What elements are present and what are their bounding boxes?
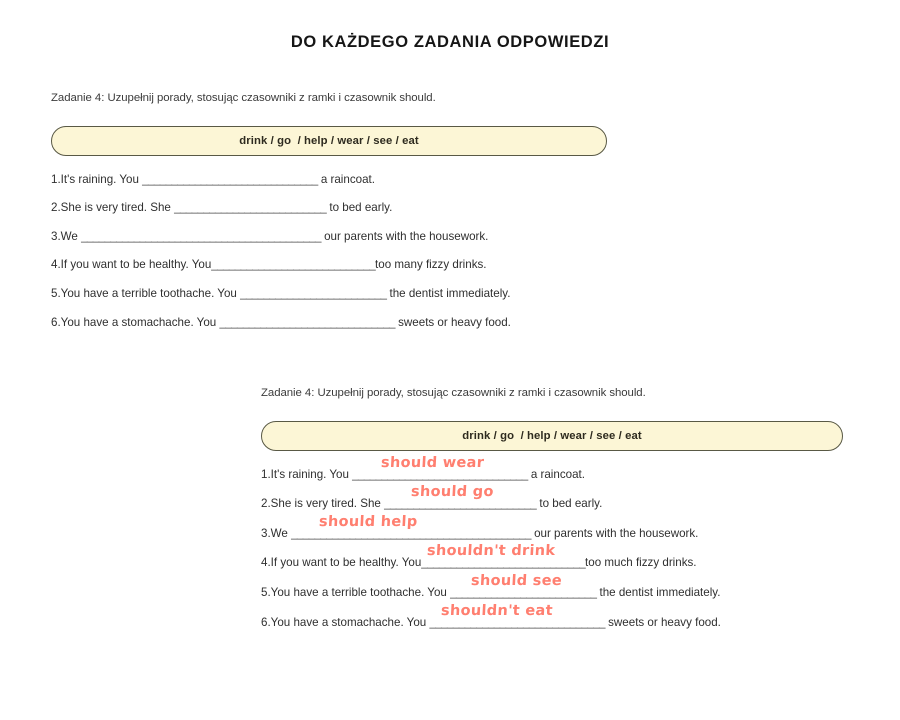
exercise-text-before: If you want to be healthy. You [60,258,212,272]
handwritten-answer: should see [470,573,563,590]
exercise-number: 4. [261,556,271,570]
handwritten-answer: should go [410,484,495,501]
word-bank-text: drink / go / help / wear / see / eat [239,134,419,147]
exercise-line [261,513,861,540]
exercise-text-after: the dentist immediately. [386,287,511,301]
exercise-line [261,543,861,570]
exercise-list [51,174,651,329]
exercise-text-after: a raincoat. [317,172,375,186]
exercise-text-before: We [60,229,82,243]
answer-blank[interactable]: __________________________ [174,201,327,215]
exercise-text-after: our parents with the housework. [320,229,489,243]
answer-blank[interactable]: _________________________ [450,586,597,600]
answer-blank[interactable]: ______________________________ [352,467,528,481]
exercise-text-after: our parents with the housework. [530,526,699,540]
exercise-list [261,454,861,629]
answer-blank[interactable]: _________________________ [240,287,387,301]
exercise-line [51,259,651,271]
exercise-number: 2. [51,201,61,215]
exercise-line [261,573,861,600]
answer-blank[interactable]: __________________________ [384,497,537,511]
answer-blank[interactable]: ______________________________ [219,315,395,329]
exercise-text-before: It's raining. You [270,467,353,481]
exercise-line [51,174,651,186]
exercise-number: 1. [51,172,61,186]
exercise-text-after: a raincoat. [527,467,585,481]
exercise-text-after: to bed early. [536,497,603,511]
exercise-text-before: We [270,526,292,540]
word-bank-text: drink / go / help / wear / see / eat [462,429,642,442]
exercise-line [51,317,651,329]
exercise-line [51,288,651,300]
exercise-text-before: You have a terrible toothache. You [270,586,451,600]
exercise-text-before: She is very tired. She [270,497,385,511]
exercise-number: 4. [51,258,61,272]
answer-blank[interactable]: _________________________________________ [291,526,531,540]
page-title: DO KAŻDEGO ZADANIA ODPOWIEDZI [290,33,610,51]
handwritten-answer: should help [318,513,418,530]
exercise-text-after: to bed early. [326,201,393,215]
answer-blank[interactable]: ____________________________ [211,258,376,272]
word-bank [51,126,607,156]
task-heading: Zadanie 4: Uzupełnij porady, stosując czasowniki z ramki i czasownik should. [261,387,646,399]
exercise-number: 3. [51,229,61,243]
exercise-text-before: It's raining. You [60,172,143,186]
exercise-number: 6. [261,615,271,629]
handwritten-answer: shouldn't drink [426,543,556,560]
task-heading: Zadanie 4: Uzupełnij porady, stosując czasowniki z ramki i czasownik should. [51,92,436,104]
exercise-text-before: She is very tired. She [60,201,175,215]
exercise-line [261,602,861,629]
exercise-line [51,202,651,214]
answer-blank[interactable]: ______________________________ [429,615,605,629]
exercise-text-after: too much fizzy drinks. [585,556,697,570]
exercise-text-before: You have a terrible toothache. You [60,287,241,301]
exercise-text-after: sweets or heavy food. [604,615,721,629]
exercise-text-after: too many fizzy drinks. [375,258,487,272]
word-bank [261,421,843,451]
answer-blank[interactable]: ____________________________ [421,556,586,570]
exercise-number: 5. [261,586,271,600]
exercise-text-before: You have a stomachache. You [270,615,430,629]
exercise-text-after: the dentist immediately. [596,586,721,600]
worksheet-answers-block [261,387,861,646]
handwritten-answer: shouldn't eat [440,602,554,619]
exercise-number: 1. [261,467,271,481]
exercise-text-before: You have a stomachache. You [60,315,220,329]
exercise-line [261,484,861,511]
worksheet-blank-block [51,92,651,345]
exercise-number: 5. [51,287,61,301]
answer-blank[interactable]: ______________________________ [142,172,318,186]
exercise-line [51,231,651,243]
answer-blank[interactable]: _________________________________________ [81,229,321,243]
exercise-text-before: If you want to be healthy. You [270,556,422,570]
exercise-line [261,454,861,481]
exercise-number: 6. [51,315,61,329]
exercise-text-after: sweets or heavy food. [394,315,511,329]
handwritten-answer: should wear [380,454,485,471]
exercise-number: 2. [261,497,271,511]
exercise-number: 3. [261,526,271,540]
